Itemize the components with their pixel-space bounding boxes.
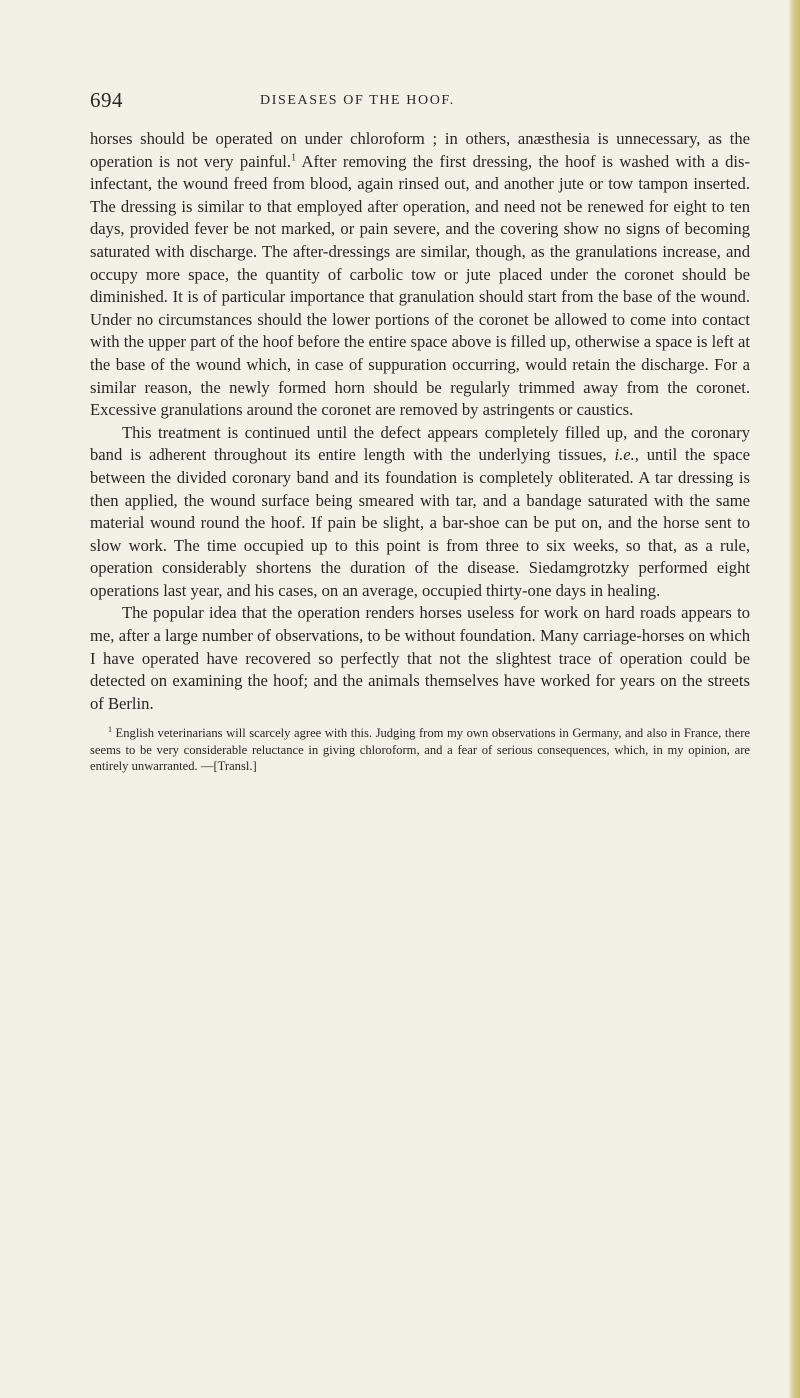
paragraph-2-continued: until the space between the divided coronary band and its foundation is completely obliterated. A tar dressing is then applied, the wound surface being smeared with tar, and a bandage saturated with the same material wound round the hoof. If pain be slight, a bar-shoe can be put on, and the horse sent to slow work. The time occupied up to this point is from three to six weeks, so that, as a rule, operation considerably shortens the duration of the disease. Siedamgrotzky performed eight operations last year, and his cases, on an average, occupied thirty-one days in healing. [90,445,750,600]
paragraph-3-text: The popular idea that the operation renders horses useless for work on hard roads appears to me, after a large number of observations, to be without foundation. Many carriage-horses on which I have operated have recovered so perfectly that not the slightest trace of operation could be detected on examining the hoof; and the animals themselves have worked for years on the streets of Berlin. [90,603,750,713]
footnote-marker: 1 [108,725,112,735]
paragraph-3 [90,602,750,715]
book-page [90,88,750,788]
running-head: DISEASES OF THE HOOF. [260,93,455,108]
page-edge [788,0,800,1398]
paragraph-1 [90,128,750,422]
footnote-reference: 1 [291,152,297,164]
paragraph-2-text: This treatment is continued until the defect appears completely filled up, and the coronary band is adherent throughout its entire length with the underlying tissues, [90,422,750,465]
footnote [90,725,750,775]
paragraph-1-continued: After removing the first dressing, the hoof is washed with a dis-infectant, the wound freed from blood, again rinsed out, and another jute or tow tampon inserted. The dressing is similar to that employed after operation, and need not be renewed for eight to ten days, provided fever be not marked, or pain severe, and the covering show no signs of becoming saturated with discharge. The after-dressings are similar, though, as the granulations increase, and occupy more space, the quantity of carbolic tow or jute placed under the coronet should be diminished. It is of particular importance that granulation should start from the base of the wound. Under no circumstances should the lower portions of the coronet be allowed to come into contact with the upper part of the hoof before the entire space above is filled up, otherwise a space is left at the base of the wound which, in case of suppuration occurring, would retain the discharge. For a similar reason, the newly formed horn should be regularly trimmed away from the coronet. Excessive granulations around the coronet are removed by astringents or caustics. [90,151,750,420]
page-header [90,88,750,128]
paragraph-1-text: horses should be operated on under chloroform ; in others, anæsthesia is unnecessary, as the operation is not very painful. [90,129,750,171]
page-number: 694 [90,88,123,112]
footnote-text: English veterinarians will scarcely agree with this. Judging from my own observations in Germany, and also in France, there seems to be very considerable reluctance in giving chloroform, and a fear of serious consequences, which, in my opinion, are entirely unwarranted. —[Transl.] [90,726,750,774]
paragraph-2 [90,422,750,603]
paragraph-2-italic: i.e., [614,445,639,465]
body-text [90,128,750,715]
